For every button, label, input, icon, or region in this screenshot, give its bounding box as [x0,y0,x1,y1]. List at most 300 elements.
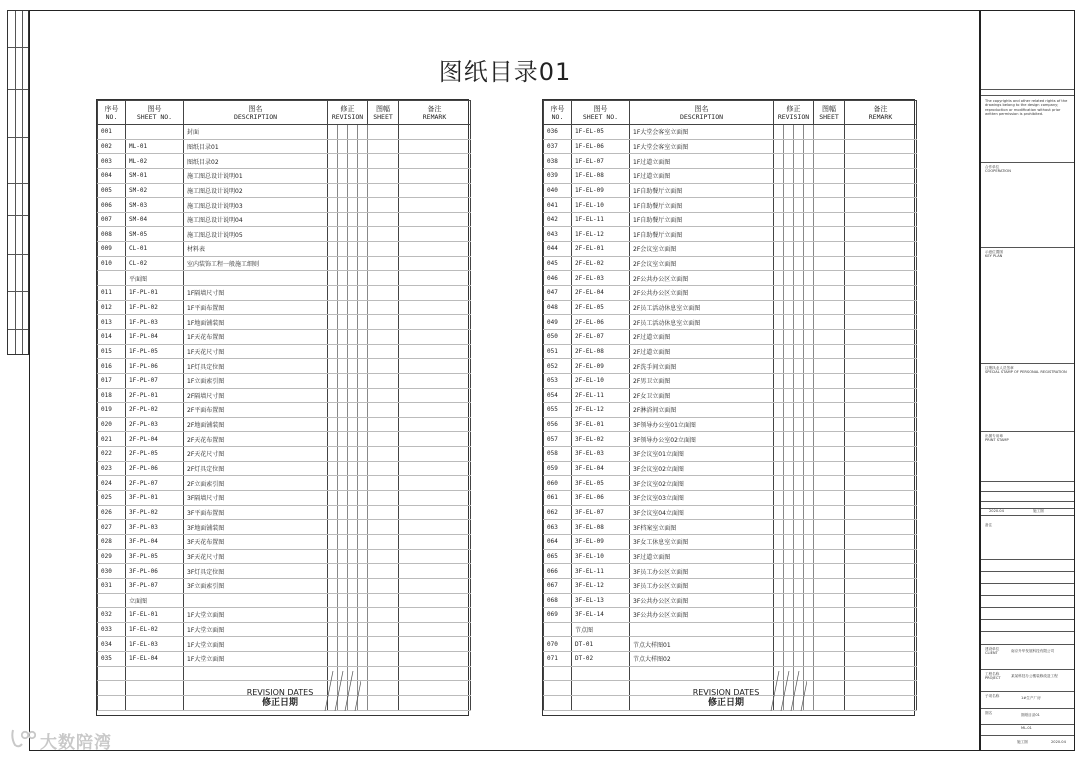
sheet-size-cell [814,681,845,696]
watermark-logo-icon [10,727,36,749]
sheet-description: 1F大堂立面图 [184,637,328,652]
revision-cell [338,461,348,476]
sheet-number: 2F-EL-01 [572,242,630,257]
title-block-divider [981,595,1074,596]
sheet-size-cell [368,125,399,140]
revision-cell [358,534,368,549]
sheet-size-cell [368,198,399,213]
remark-cell [845,329,917,344]
revision-cell [358,315,368,330]
revision-cell [784,300,794,315]
remark-cell [399,447,471,462]
table-row [544,286,917,301]
revision-cell [804,183,814,198]
row-number [544,622,572,637]
sheet-description: 1F自助餐厅立面图 [630,198,774,213]
revision-cell [328,373,338,388]
revision-cell [338,637,348,652]
row-number [98,695,126,710]
revision-cell [348,447,358,462]
sheet-number: 1F-EL-12 [572,227,630,242]
revision-cell [358,271,368,286]
revision-cell [784,637,794,652]
table-row [98,520,471,535]
revision-cell [804,476,814,491]
table-row [544,447,917,462]
title-block-divider [981,89,1074,90]
revision-cell [358,359,368,374]
copyright-note: The copyrights and other related rights of the drawings belong to the design company; reproduction or modification without prior written permission is prohibited. [985,99,1068,117]
row-number: 061 [544,491,572,506]
row-number: 037 [544,139,572,154]
revision-cell [794,329,804,344]
revision-cell [348,578,358,593]
sheet-size-cell [814,183,845,198]
revision-cell [348,256,358,271]
table-row [544,256,917,271]
revision-cell [348,608,358,623]
revision-cell [804,608,814,623]
sheet-size-cell [368,578,399,593]
revision-cell [794,198,804,213]
sheet-description: 2F公共办公区立面图 [630,271,774,286]
revision-cell [338,125,348,140]
revision-cell [348,300,358,315]
revision-cell [358,286,368,301]
table-row [98,212,471,227]
sheet-size-cell [368,520,399,535]
revision-cell [338,154,348,169]
revision-cell [358,637,368,652]
revision-cell [358,564,368,579]
sheet-size-cell [368,534,399,549]
revision-cell [804,125,814,140]
sheet-description: 1F大堂立面图 [184,608,328,623]
revision-cell [348,652,358,667]
row-number [544,695,572,710]
revision-cell [774,286,784,301]
table-row [544,227,917,242]
revision-dates-label [227,688,333,708]
revision-cell [348,168,358,183]
revision-cell [804,139,814,154]
row-number: 049 [544,315,572,330]
revision-cell [338,359,348,374]
sheet-size-cell [368,271,399,286]
sheet-size-cell [814,622,845,637]
revision-cell [328,183,338,198]
header-description: 图名 DESCRIPTION [184,101,328,125]
revision-cell [784,593,794,608]
row-number: 057 [544,432,572,447]
remark-cell [845,242,917,257]
title-block-divider [981,583,1074,584]
revision-cell [794,461,804,476]
notes-title: 备注 [985,523,993,527]
table-row [98,329,471,344]
key-plan-label: 示意位置图 KEY PLAN [985,250,1003,259]
sheet-number: SM-02 [126,183,184,198]
sheet-size-cell [814,139,845,154]
sheet-size-cell [368,212,399,227]
revision-cell [338,286,348,301]
remark-cell [399,315,471,330]
revision-cell [348,286,358,301]
revision-cell [338,344,348,359]
title-block-divider [981,619,1074,620]
row-number: 010 [98,256,126,271]
remark-cell [845,227,917,242]
row-number: 053 [544,373,572,388]
row-number: 045 [544,256,572,271]
sheet-description: 1F大堂立面图 [184,652,328,667]
revision-cell [784,198,794,213]
sheet-description: 2F天花布置图 [184,432,328,447]
row-number: 059 [544,461,572,476]
sheet-number: 3F-PL-01 [126,491,184,506]
cooperation-label: 合作单位 COOPERATION [985,165,1011,174]
remark-cell [845,271,917,286]
sheet-description: 2F公共办公区立面图 [630,286,774,301]
table-row [544,212,917,227]
row-number: 025 [98,491,126,506]
revision-cell [358,622,368,637]
remark-cell [399,491,471,506]
remark-cell [399,622,471,637]
remark-cell [399,461,471,476]
drawing-name-label: 图名 [985,711,993,715]
sheet-number: 3F-EL-04 [572,461,630,476]
revision-cell [338,608,348,623]
sheet-description: 封面 [184,125,328,140]
revision-cell [358,491,368,506]
sheet-size-cell [814,447,845,462]
revision-cell [774,344,784,359]
revision-cell [784,578,794,593]
table-row [544,300,917,315]
table-row [544,139,917,154]
sheet-description [630,622,774,637]
drawing-index-table-right [542,99,915,716]
revision-cell [804,256,814,271]
sheet-description: 3F天花尺寸图 [184,549,328,564]
revision-dates-en: REVISION DATES [692,688,760,697]
title-block-divider [981,559,1074,560]
revision-cell [794,564,804,579]
table-row [544,666,917,681]
revision-cell [338,256,348,271]
revision-cell [338,447,348,462]
sheet-number: 2F-EL-12 [572,403,630,418]
revision-cell [348,139,358,154]
remark-cell [845,476,917,491]
strip-cell-divider [8,329,28,330]
table-row [544,520,917,535]
sheet-size-cell [814,198,845,213]
sheet-size-cell [814,373,845,388]
revision-cell [774,491,784,506]
table-row [98,534,471,549]
sheet-number: 2F-PL-04 [126,432,184,447]
revision-cell [328,344,338,359]
revision-cell [804,622,814,637]
revision-cell [804,373,814,388]
revision-cell [328,520,338,535]
table-row [544,534,917,549]
remark-cell [845,593,917,608]
remark-cell [845,388,917,403]
revision-cell [358,168,368,183]
title-block-divider [981,95,1074,96]
sheet-description: 1F自助餐厅立面图 [630,212,774,227]
revision-cell [774,652,784,667]
revision-cell [804,447,814,462]
revision-cell [338,432,348,447]
sheet-number: 2F-PL-05 [126,447,184,462]
drawing-index-table-left [96,99,469,716]
revision-cell [328,637,338,652]
sheet-size-cell [814,227,845,242]
revision-cell [338,300,348,315]
revision-cell [348,125,358,140]
header-no: 序号 NO. [544,101,572,125]
revision-cell [794,417,804,432]
revision-cell [328,329,338,344]
remark-cell [845,198,917,213]
sheet-number: 3F-EL-08 [572,520,630,535]
sheet-size-cell [368,681,399,696]
revision-cell [784,344,794,359]
title-block-divider [981,607,1074,608]
table-row [544,373,917,388]
sheet-number: CL-01 [126,242,184,257]
table-row [544,564,917,579]
sheet-description: 3F隔墙尺寸图 [184,491,328,506]
sheet-description: 3F立面索引图 [184,578,328,593]
title-block-divider [981,363,1074,364]
sheet-number: 2F-EL-07 [572,329,630,344]
revision-cell [358,227,368,242]
revision-cell [794,344,804,359]
strip-cell-divider [8,183,28,184]
revision-dates-cn: 修正日期 [707,698,744,708]
sheet-size-cell [814,637,845,652]
revision-cell [784,168,794,183]
table-row [98,564,471,579]
revision-cell [348,505,358,520]
sheet-description: 2F会议室立面图 [630,256,774,271]
revision-cell [804,491,814,506]
sheet-description: 2F过道立面图 [630,329,774,344]
row-number: 063 [544,520,572,535]
sheet-description [184,271,328,286]
sheet-description: 3F天花布置图 [184,534,328,549]
remark-cell [845,564,917,579]
row-number: 039 [544,168,572,183]
sheet-number: SM-05 [126,227,184,242]
revision-cell [328,608,338,623]
drawing-number-value: ML-01 [1021,726,1032,730]
row-number: 052 [544,359,572,374]
revision-cell [328,212,338,227]
revision-cell [784,476,794,491]
sheet-size-cell [368,359,399,374]
sheet-description: 1F大堂立面图 [184,622,328,637]
revision-cell [794,125,804,140]
revision-cell [338,242,348,257]
title-block-divider [981,501,1074,502]
client-label: 建设单位 CLIENT [985,647,1000,656]
remark-cell [845,695,917,710]
remark-cell [845,608,917,623]
sheet-size-cell [814,271,845,286]
row-number: 024 [98,476,126,491]
sheet-number: 3F-EL-01 [572,417,630,432]
sheet-description: 2F男卫立面图 [630,373,774,388]
sheet-number: 3F-EL-12 [572,578,630,593]
revision-cell [328,139,338,154]
row-number: 006 [98,198,126,213]
sheet-size-cell [814,578,845,593]
revision-cell [794,286,804,301]
sheet-description: 节点大样图01 [630,637,774,652]
revision-cell [784,461,794,476]
revision-cell [358,447,368,462]
header-sheet-no: 图号 SHEET NO. [126,101,184,125]
sheet-number: 1F-PL-03 [126,315,184,330]
header-sheet-no: 图号 SHEET NO. [572,101,630,125]
revision-cell [348,183,358,198]
sheet-number: 3F-EL-10 [572,549,630,564]
sheet-size-cell [814,242,845,257]
remark-cell [845,168,917,183]
table-row [544,491,917,506]
revision-cell [804,198,814,213]
revision-cell [804,388,814,403]
strip-cell-divider [8,254,28,255]
revision-cell [328,388,338,403]
remark-cell [399,125,471,140]
sheet-number: 1F-EL-09 [572,183,630,198]
remark-cell [845,505,917,520]
table-row [98,622,471,637]
remark-cell [399,212,471,227]
revision-cell [784,125,794,140]
sheet-description: 施工图总设计说明04 [184,212,328,227]
row-number: 005 [98,183,126,198]
row-number: 036 [544,125,572,140]
revision-cell [784,329,794,344]
revision-cell [784,403,794,418]
row-number: 041 [544,198,572,213]
title-block-divider [981,491,1074,492]
revision-cell [338,139,348,154]
table-row [544,549,917,564]
sheet-size-cell [368,227,399,242]
sheet-description [184,666,328,681]
revision-cell [338,388,348,403]
revision-cell [794,300,804,315]
table-row [98,549,471,564]
revision-cell [784,388,794,403]
revision-cell [774,271,784,286]
table-row [98,637,471,652]
table-row [98,578,471,593]
sheet-number: 1F-PL-04 [126,329,184,344]
revision-cell [358,403,368,418]
header-remark: 备注 REMARK [845,101,917,125]
revision-cell [804,300,814,315]
revision-cell [794,637,804,652]
table-row [544,505,917,520]
remark-cell [399,652,471,667]
row-number: 062 [544,505,572,520]
revision-cell [804,505,814,520]
row-number [98,593,126,608]
revision-cell [328,242,338,257]
row-number: 042 [544,212,572,227]
sheet-size-cell [814,534,845,549]
revision-cell [774,154,784,169]
sheet-number [126,681,184,696]
revision-cell [804,652,814,667]
revision-cell [338,329,348,344]
sheet-size-cell [368,637,399,652]
revision-cell [358,256,368,271]
sheet-description: 1F地面铺装图 [184,315,328,330]
title-block-divider [981,724,1074,725]
sheet-description: 1F自助餐厅立面图 [630,183,774,198]
revision-cell [348,417,358,432]
revision-cell [774,608,784,623]
sheet-size-cell [814,549,845,564]
sheet-size-cell [368,300,399,315]
row-number: 033 [98,622,126,637]
sheet-number: 2F-EL-09 [572,359,630,374]
remark-cell [845,286,917,301]
revision-cell [348,534,358,549]
revision-cell [328,622,338,637]
subproject-label: 子项名称 [985,694,1000,698]
revision-cell [794,534,804,549]
row-number: 060 [544,476,572,491]
remark-cell [399,593,471,608]
revision-cell [328,505,338,520]
remark-cell [845,652,917,667]
table-row [544,432,917,447]
sheet-size-cell [814,256,845,271]
sheet-number [572,666,630,681]
revision-cell [338,652,348,667]
revision-cell [774,373,784,388]
row-number: 047 [544,286,572,301]
sheet-description: 2F隔墙尺寸图 [184,388,328,403]
sheet-number: 3F-PL-06 [126,564,184,579]
sheet-description: 3F领导办公室02立面图 [630,432,774,447]
row-number: 016 [98,359,126,374]
sheet-size-cell [368,505,399,520]
revision-cell [358,125,368,140]
title-block-divider [981,247,1074,248]
sheet-size-cell [368,491,399,506]
sheet-number: 节点图 [572,622,630,637]
revision-cell [774,329,784,344]
remark-cell [399,564,471,579]
revision-cell [794,373,804,388]
revision-cell [358,417,368,432]
table-row [544,637,917,652]
strip-cell-divider [8,47,28,48]
